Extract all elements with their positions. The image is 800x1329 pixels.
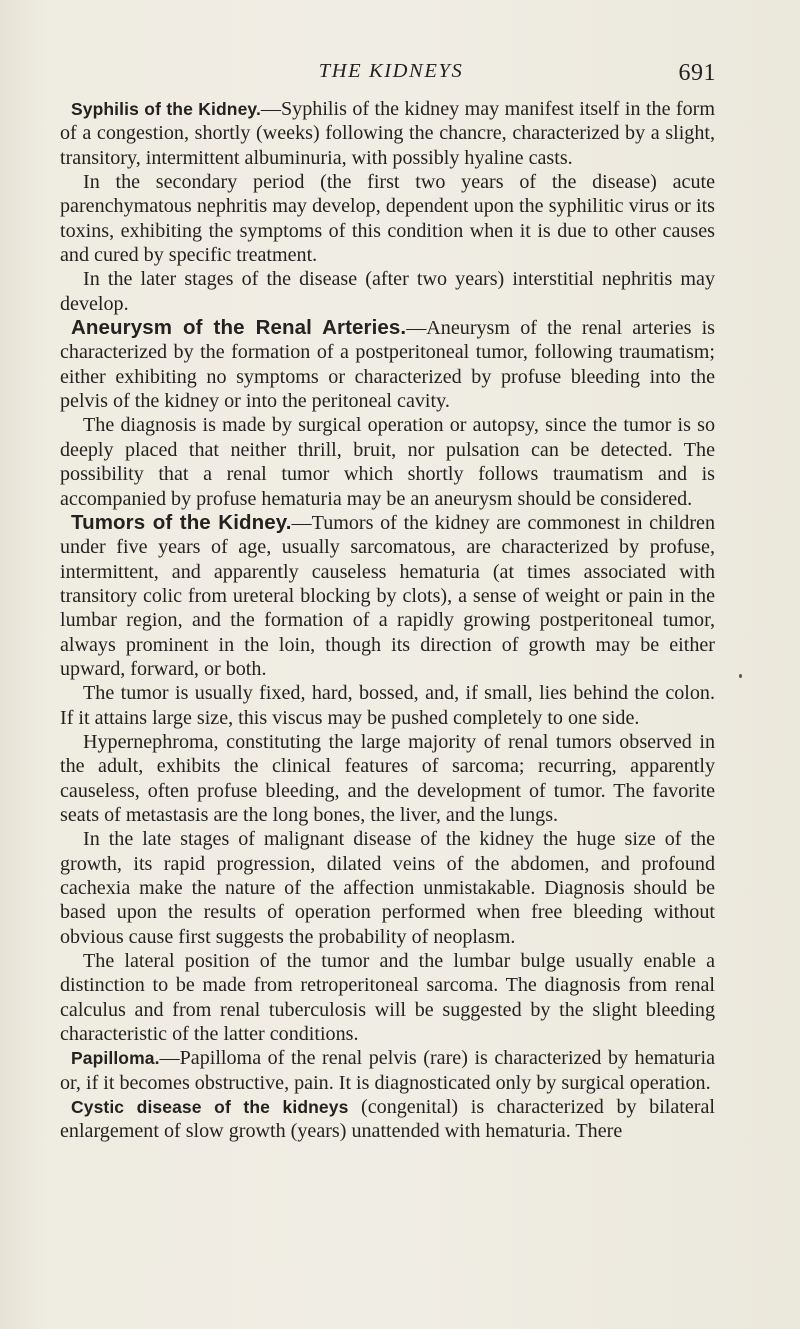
paragraph-tumors-4: In the late stages of malignant disease of the kidney the huge size of the growth, its rapid progression, dilated veins of the abdomen, and profound cachexia make the nature of the affection unmistakable. Diagnosis should be based upon the results of operation performed when free bleeding without obvious cause first suggests the probability of neoplasm.: [60, 828, 715, 948]
heading-aneurysm: Aneurysm of the Renal Arteries.: [71, 316, 407, 340]
paragraph-text: —Aneurysm of the renal arteries is characterized by the formation of a postperitoneal tumor, following traumatism; either exhibiting no symptoms or characterized by profuse bleeding into the pelvis of the kidney or into the peritoneal cavity.: [60, 317, 715, 413]
heading-cystic: Cystic disease of the kidneys: [71, 1097, 349, 1118]
paragraph-tumors-2: The tumor is usually fixed, hard, bossed, and, if small, lies behind the colon. If it attains large size, this viscus may be pushed completely to one side.: [60, 682, 715, 729]
paragraph-aneurysm-1: [60, 316, 715, 413]
body-text: [60, 97, 715, 1144]
paragraph-cystic-1: [60, 1095, 715, 1144]
paragraph-syphilis-2: In the secondary period (the first two years of the disease) acute parenchymatous nephritis may develop, dependent upon the syphilitic virus or its toxins, exhibiting the symptoms of this condition when it is due to other causes and cured by specific treatment.: [60, 171, 715, 267]
running-title: THE KIDNEYS: [318, 60, 464, 82]
paragraph-syphilis-3: In the later stages of the disease (after two years) interstitial nephritis may develop.: [60, 268, 715, 315]
paragraph-papilloma-1: [60, 1046, 715, 1095]
paragraph-syphilis-1: [60, 97, 715, 170]
paragraph-text: (congenital) is characterized by bilateral enlargement of slow growth (years) unattended with hematuria. There: [60, 1096, 715, 1143]
heading-papilloma: Papilloma.: [71, 1048, 160, 1069]
page-number: 691: [678, 60, 716, 86]
ink-speck: [739, 674, 742, 678]
paragraph-tumors-5: The lateral position of the tumor and the lumbar bulge usually enable a distinction to be made from retroperitoneal sarcoma. The diagnosis from renal calculus and from renal tuberculosis will be suggested by the slight bleeding characteristic of the latter conditions.: [60, 950, 715, 1046]
paragraph-text: —Papilloma of the renal pelvis (rare) is characterized by hematuria or, if it becomes obstructive, pain. It is diagnosticated only by surgical operation.: [60, 1047, 715, 1094]
heading-syphilis: Syphilis of the Kidney.: [71, 99, 261, 119]
page-header: [66, 58, 716, 88]
paragraph-text: —Syphilis of the kidney may manifest itself in the form of a congestion, shortly (weeks) following the chancre, characterized by a slight, transitory, intermittent albuminuria, with possibly hyaline casts.: [60, 98, 715, 169]
paragraph-text: —Tumors of the kidney are commonest in children under five years of age, usually sarcomatous, are characterized by profuse, intermittent, and apparently causeless hematuria (at times associated with transitory colic from ureteral blocking by clots), a sense of weight or pain in the lumbar region, and the formation of a rapidly growing postperitoneal tumor, always prominent in the loin, though its direction of growth may be either upward, forward, or both.: [60, 511, 715, 680]
paragraph-aneurysm-2: The diagnosis is made by surgical operation or autopsy, since the tumor is so deeply placed that neither thrill, bruit, nor pulsation can be detected. The possibility that a renal tumor which shortly follows traumatism and is accompanied by profuse hematuria may be an aneurysm should be considered.: [60, 414, 715, 510]
paragraph-tumors-1: [60, 511, 715, 681]
paragraph-tumors-3: Hypernephroma, constituting the large majority of renal tumors observed in the adult, exhibits the clinical features of sarcoma; recurring, apparently causeless, often profuse bleeding, and the development of tumor. The favorite seats of metastasis are the long bones, the liver, and the lungs.: [60, 730, 715, 826]
heading-tumors: Tumors of the Kidney.: [71, 510, 292, 534]
